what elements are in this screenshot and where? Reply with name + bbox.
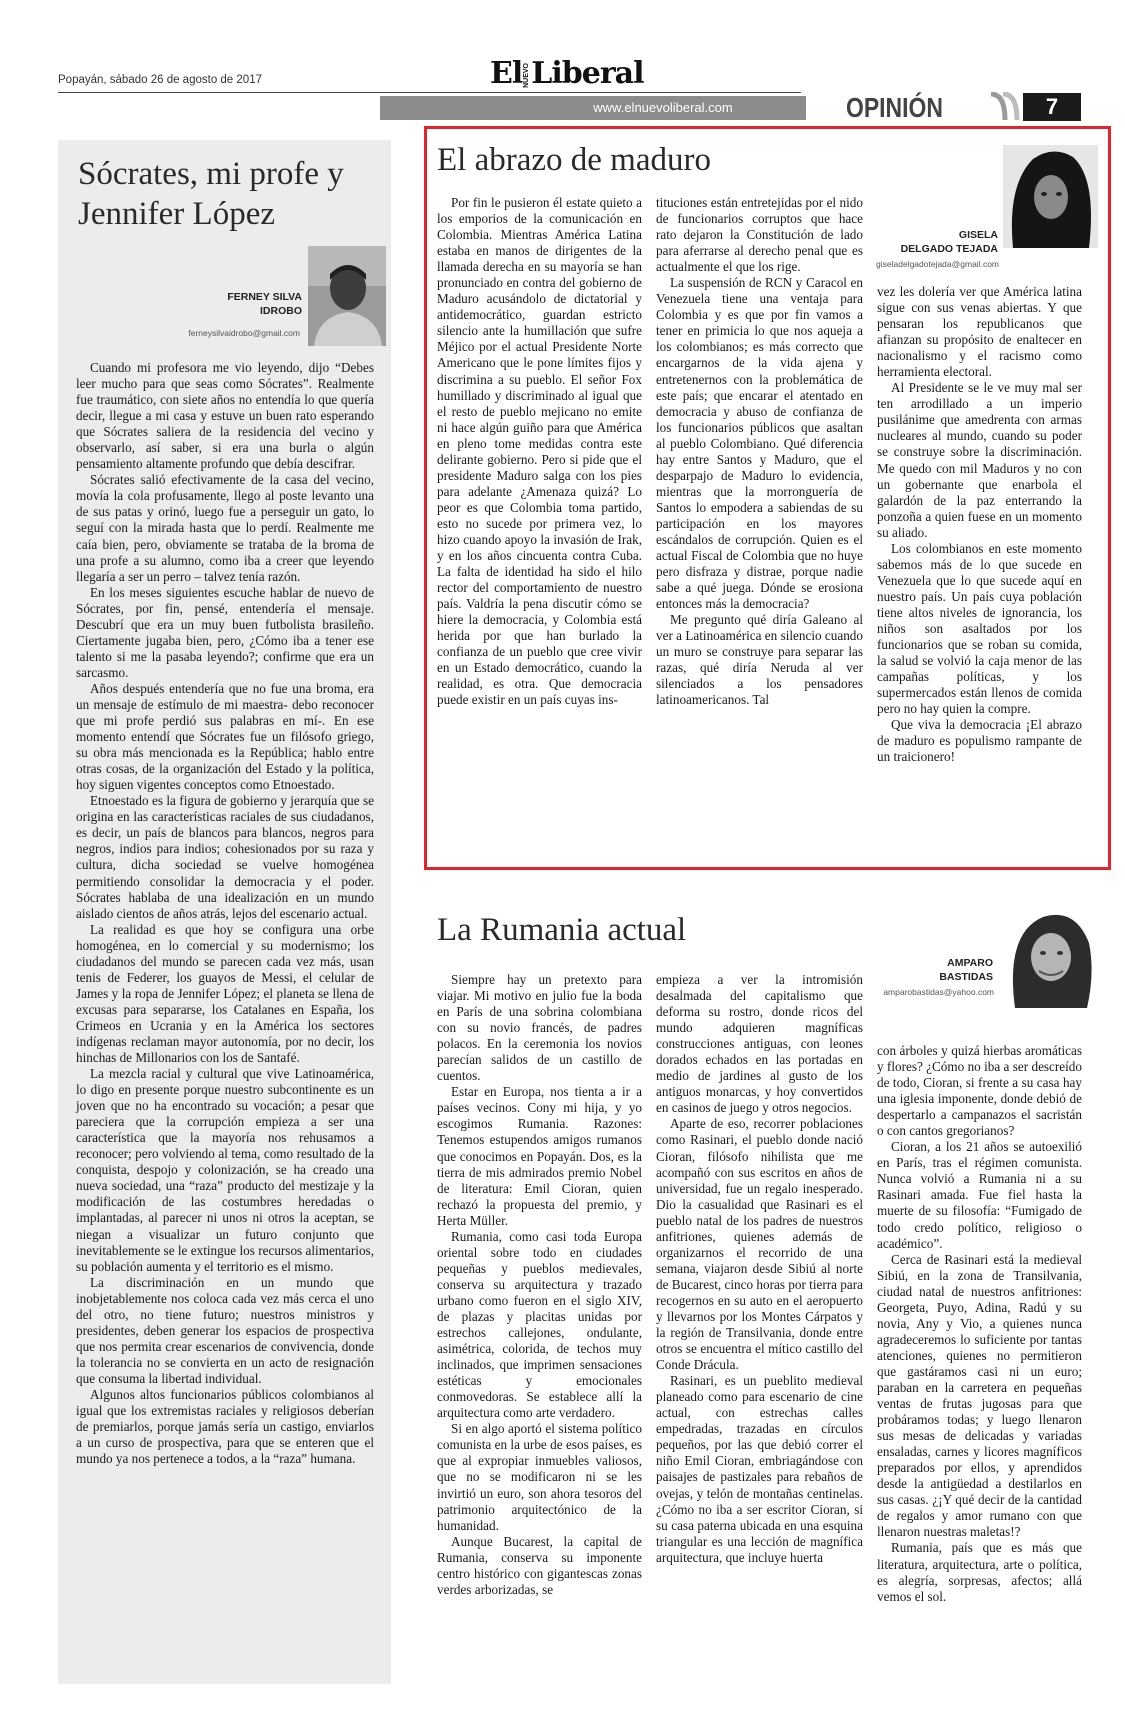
article-column — [656, 972, 863, 1566]
author-name-line2: IDROBO — [260, 305, 302, 317]
article-column — [437, 195, 642, 709]
paragraph: Rasinari, es un pueblito medieval planeado como para escenario de cine actual, con estrechas calles empedradas, trazadas en círculos pequeños, por las que debió correr el niño Emil Cioran, embriagándose con paisajes de pastizales para rebaños de ovejas, y telón de montañas centinelas. ¿Cómo no iba a ser escritor Cioran, si su casa paterna ubicada en una esquina triangular es una lección de magnífica arquitectura, que incluye huerta — [656, 1373, 863, 1565]
paragraph: La realidad es que hoy se configura una orbe homogénea, en lo comercial y su modernismo; los ciudadanos del mundo se parecen cada vez más, usan tenis de Federer, los guayos de Messi, el celular de James y la ropa de Jennifer López; el planeta se llena de excusas para separarse, los Catalanes en España, los Crimeos en Ucrania y en la América los sectores indígenas reclaman mayor autonomía, por no decir, los hinchas de Millonarios con los de Santafé. — [76, 921, 374, 1066]
article-title: Sócrates, mi profe y Jennifer López — [78, 156, 344, 232]
author-email[interactable]: ferneysilvaidrobo@gmail.com — [188, 328, 300, 338]
website-url-bar — [380, 96, 806, 120]
author-block — [76, 246, 374, 350]
author-portrait-icon — [308, 246, 386, 346]
dateline: Popayán, sábado 26 de agosto de 2017 — [58, 74, 262, 86]
article-column — [656, 195, 863, 709]
paragraph: Rumania, como casi toda Europa oriental sobre todo en ciudades pequeñas y pueblos medievales, conserva su arquitectura y trazado urbano como fueron en el siglo XIV, de plazas y placitas unidas por estrechos callejones, ondulante, asimétrica, colorida, de techos muy inclinados, que imprimen sensaciones estéticas y emocionales conmovedoras. Se establece allí la arquitectura como arte verdadero. — [437, 1228, 642, 1421]
paragraph: La mezcla racial y cultural que vive Latinoamérica, lo digo en presente porque nuestro subcontinente es un joven que no ha encontrado su vocación; a pesar que pareciera que la corrupción empieza a ser una característica que la mayoría nos rehusamos a reconocer; pero volviendo al tema, como resultado de la conquista, despojo y colonización, se ha creado una nueva sociedad, una “raza” producto del mestizaje y la modificación de las costumbres heredadas o implantadas, al parecer ni unos ni otros la aceptan, se niegan a visualizar un futuro conjunto que inevitablemente se le extingue los recursos alimentarios, su población aumenta y el territorio es el mismo. — [76, 1066, 374, 1274]
author-name — [880, 228, 998, 256]
author-name-line1: FERNEY SILVA — [227, 291, 302, 303]
article-title: La Rumania actual — [437, 912, 687, 948]
paragraph: Cuando mi profesora me vio leyendo, dijo “Debes leer mucho para que seas como Sócrates”. Realmente fue traumático, con siete años no entendía lo que quería decir, llegue a mi casa y estuve un buen rato esperando que Sócrates saliera de la residencia del vecino y observarlo, así saber, si era una burla o algún pensamiento altamente profundo que debía descifrar. — [76, 360, 374, 472]
author-name-line1: GISELA — [958, 229, 998, 241]
logo-nuevo: NUEVO — [523, 62, 531, 88]
paragraph: Cerca de Rasinari está la medieval Sibiú, en la zona de Transilvania, ciudad natal de nuestros anfitriones: Georgeta, Puyo, Adina, Radú y su novia, Any y Vio, a quienes nunca agradeceremos lo suficiente por tantas atenciones, quienes no permitieron que gastáramos casi ni un euro; paraban en la carretera en pequeñas ventas de frutas jugosas para que probáramos todas; y luego llenaron sus mesas de delicadas y variadas ensaladas, carnes y licores magníficos preparados por ellos, y aprendidos desde la antigüedad a destilarlos en sus casas. ¿¡Y qué decir de la cantidad de regalos y amor rumano con que llenaron nuestras maletas!? — [877, 1251, 1082, 1540]
article-column — [877, 1043, 1082, 1605]
paragraph: En los meses siguientes escuche hablar de nuevo de Sócrates, por fin, pensé, entendería el mensaje. Descubrí que era un muy buen futbolista brasileño. Ciertamente jugaba bien, pero, ¿Cómo iba a tener ese talento si me la pasaba leyendo?; confirme que era un sarcasmo. — [76, 584, 374, 680]
author-photo — [1003, 145, 1098, 248]
newspaper-logo[interactable] — [490, 56, 643, 91]
left-column-article — [58, 140, 391, 1684]
paragraph: tituciones están entretejidas por el nido de funcionarios corruptos que hace rato dejaron la Constitución de lado para aferrarse al derecho penal que es actualmente el que los rige. — [656, 195, 863, 275]
author-photo — [1003, 903, 1098, 1008]
author-name-line1: AMPARO — [947, 957, 993, 969]
masthead-rule — [58, 92, 801, 93]
author-portrait-icon — [1003, 903, 1098, 1008]
paragraph: Siempre hay un pretexto para viajar. Mi motivo en julio fue la boda en París de una sobrina colombiana con su novio francés, de padres polacos. En la ceremonia los novios parecían salidos de un castillo de cuentos. — [437, 972, 642, 1084]
paragraph: Estar en Europa, nos tienta a ir a países vecinos. Cony mi hija, y yo escogimos Rumania. Razones: Tenemos estupendos amigos rumanos que conocimos en Popayán. Dos, es la tierra de mis admirados premio Nobel de literatura: Emil Cioran, quien rechazó la propuesta del premio, y Herta Müller. — [437, 1084, 642, 1228]
paragraph: Si en algo aportó el sistema político comunista en la urbe de esos países, es que al expropiar inmuebles valiosos, que no se modificaron ni se les invirtió un euro, son ahora tesoros del patrimonio arquitectónico de la humanidad. — [437, 1421, 642, 1533]
author-name-line2: DELGADO TEJADA — [900, 243, 998, 255]
author-portrait-icon — [1003, 145, 1098, 248]
paragraph: Por fin le pusieron él estate quieto a los emporios de la comunicación en Colombia. Mientras América Latina estaba en manos de dirigentes de la llamada derecha en su mayoría se han pronunciado en contra del gobierno de Maduro acusándolo de dictatorial y antidemocrático, guardan estricto silencio ante la humillación que sufre Méjico por el actual Presidente Norte Americano que le pone límites fijos y discrimina a su pueblo. El señor Fox humillado y discriminado al igual que el resto de pueblo mejicano no emite ni hace algún guiño para que América en pleno tome medidas contra este delirante gobierno. Pero si pide que el presidente Maduro salga con los pies para adelante ¿Amenaza quizá? Lo peor es que Colombia toma partido, esto no sucede por primera vez, lo hizo cuando apoyo la invasión de Irak, y en los años cincuenta contra Cuba. La falta de identidad ha sido el hilo rector del comportamiento de nuestro país. Valdría la pena discutir cómo se hiere la democracia, y Colombia está herida por que han burlado la confianza de un pueblo que cree vivir en un Estado democrático, cuando la realidad, es otra. Que democracia puede existir en un país cuyas ins- — [437, 195, 642, 708]
article-body — [76, 360, 374, 1467]
logo-liberal: Liberal — [531, 56, 644, 91]
paragraph: empieza a ver la intromisión desalmada del capitalismo que deforma su rostro, donde ricos del mundo adquieren magníficas construcciones antiguas, con leones dorados echados en las portadas en medio de jardines al gusto de los antiguos monarcas, y hoy convertidos en casinos de juego y otros negocios. — [656, 972, 863, 1116]
author-name — [880, 956, 993, 984]
section-label: OPINIÓN — [846, 92, 943, 123]
paragraph: con árboles y quizá hierbas aromáticas y flores? ¿Cómo no iba a ser descreído de todo, Cioran, si frente a su casa hay una iglesia imponente, donde debió de despertarlo a campanazos el sacristán o con cantos gregorianos? — [877, 1043, 1082, 1139]
paragraph: La discriminación en un mundo que inobjetablemente nos coloca cada vez más cerca el uno del otro, no tiene futuro; nuestros ministros y presidentes, deben generar los espacios de prospectiva que nos permita crear escenarios de convivencia, donde la tolerancia no se convierta en un acto de resignación que consuma la libertad individual. — [76, 1274, 374, 1386]
paragraph: Aunque Bucarest, la capital de Rumania, conserva su imponente centro histórico con gigantescas zonas verdes arborizadas, se — [437, 1533, 642, 1597]
paragraph: Etnoestado es la figura de gobierno y jerarquía que se origina en las características raciales de sus ciudadanos, es decir, un país de blancos para blancos, negros para negros, indios para indios; cohesionados por su raza y cultura, dicha sociedad se vuelve homogénea permitiendo consolidar la democracia y el poder. Sócrates hablaba de una idealización en un mundo aislado cientos de años atrás, lejos del escenario actual. — [76, 793, 374, 921]
paragraph: Me pregunto qué diría Galeano al ver a Latinoamérica en silencio cuando un muro se construye para separar las razas, qué diría Neruda al ver silenciados a los pensadores latinoamericanos. Tal — [656, 612, 863, 708]
article-title: El abrazo de maduro — [437, 142, 711, 178]
paragraph: Rumania, país que es más que literatura, arquitectura, arte o política, es alegría, sorpresas, afectos; allá vemos el sol. — [877, 1540, 1082, 1604]
paragraph: vez les dolería ver que América latina sigue con sus venas abiertas. Y que pensaran los republicanos que afianzan su propósito de enaltecer en nacionalismo y el racismo como herramienta electoral. — [877, 284, 1082, 380]
website-url[interactable]: www.elnuevoliberal.com — [593, 100, 733, 115]
page-number-badge: 7 — [1023, 93, 1081, 121]
paragraph: Algunos altos funcionarios públicos colombianos al igual que los extremistas raciales y religiosos deberían de premiarlos, porque jamás sería un castigo, enviarlos a un curso de prospectiva, para que se enteren que el mundo ya nos pertenece a todos, a la “raza” humana. — [76, 1387, 374, 1467]
logo-el: El — [490, 56, 523, 91]
author-email[interactable]: giseladelgadotejada@gmail.com — [876, 259, 999, 269]
author-name-line2: BASTIDAS — [939, 971, 993, 983]
paragraph: Cioran, a los 21 años se autoexilió en París, tras el régimen comunista. Nunca volvió a Rumania ni a su Rasinari amada. Fue fiel hasta la muerte de su filosofía: “Fumigado de todo credo político, religioso o académico”. — [877, 1139, 1082, 1251]
paragraph: Aparte de eso, recorrer poblaciones como Rasinari, el pueblo donde nació Cioran, filósofo nihilista que me acompañó con sus escritos en años de universidad, fue un regalo inesperado. Dio la casualidad que Rasinari es el pueblo natal de los padres de nuestros anfitriones, quienes además de organizarnos el recorrido de una semana, viajaron desde Sibiú al norte de Bucarest, cinco horas por tierra para recogernos en su auto en el aeropuerto y llevarnos por los Montes Cárpatos y la región de Transilvania, donde entre otros se encuentra el mítico castillo del Conde Drácula. — [656, 1116, 863, 1373]
paragraph: Los colombianos en este momento sabemos más de lo que sucede en Venezuela que lo que sucede aquí en nuestro país. Un país cuya población tiene altos niveles de ignorancia, los niños son asaltados por los funcionarios que se roban su comida, la salud se volvió la caja menor de las campañas políticas, y los supermercados están llenos de comida pero no hay quien la compre. — [877, 540, 1082, 717]
author-name — [136, 290, 302, 318]
article-column — [877, 284, 1082, 765]
paragraph: Al Presidente se le ve muy mal ser ten arrodillado a un imperio pusilánime que amedrenta con armas nucleares al mundo, cuando su poder se construye sobre la discriminación. Me quedo con mil Maduros y no con un gobernante que enarbola el galardón de la paz enterrando la ponzoña a quien fuese en un momento su aliado. — [877, 380, 1082, 540]
article-column — [437, 972, 642, 1598]
paragraph: Que viva la democracia ¡El abrazo de maduro es populismo rampante de un traicionero! — [877, 717, 1082, 765]
paragraph: Sócrates salió efectivamente de la casa del vecino, movía la cola profusamente, llego al poste levanto una de sus patas y orinó, luego fue a perseguir un gato, lo seguí con la mirada hasta que lo perdí. Realmente me caía bien, pero, obviamente se trataba de la broma de una profe a su alumno, como iba a creer que leyendo llegaría a ser un perro – talvez tenía razón. — [76, 472, 374, 584]
paragraph: La suspensión de RCN y Caracol en Venezuela tiene una ventaja para Colombia y es que por fin vamos a tener en primicia lo que nos aqueja a los colombianos; es más correcto que encargarnos de la vida ajena y entretenernos con la problemática de este país; que encarar el atentado en democracia y abuso de confianza de los funcionarios públicos que asaltan al pueblo Colombiano. Qué diferencia hay entre Santos y Maduro, que el desparpajo de Maduro lo evidencia, mientras que la morronguería de Santos lo empodera a sabiendas de su participación en los mayores escándalos de corrupción. Quien es el actual Fiscal de Colombia que no huye pero disfraza y distrae, porque nadie sabe a qué juega. Dónde se erosiona entonces más la democracia? — [656, 275, 863, 612]
paragraph: Años después entendería que no fue una broma, era un mensaje de estímulo de mi maestra- debo reconocer que mi profe perdió sus palabras en mí-. En ese momento entendí que Sócrates fue un filósofo griego, su obra más mencionada es la República; hablo entre otras cosas, de la organización del Estado y la política, hoy siguen vigentes conceptos como Etnoestado. — [76, 680, 374, 793]
author-email[interactable]: amparobastidas@yahoo.com — [883, 987, 994, 997]
author-photo — [308, 246, 386, 346]
